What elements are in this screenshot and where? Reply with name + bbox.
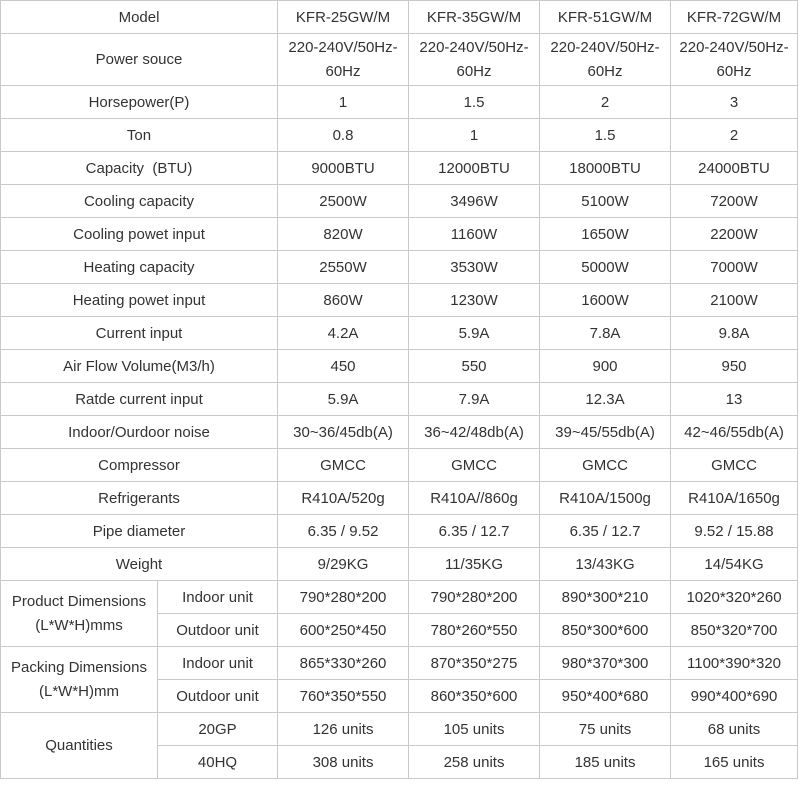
- cell-value: 9000BTU: [278, 152, 409, 185]
- table-row: [1, 251, 798, 284]
- table-row: [1, 647, 798, 680]
- table-row: [1, 34, 798, 86]
- row-label: Power souce: [1, 34, 278, 86]
- cell-value: 1600W: [540, 284, 671, 317]
- cell-value: 600*250*450: [278, 614, 409, 647]
- cell-value: R410A/1650g: [671, 482, 798, 515]
- cell-value: 2550W: [278, 251, 409, 284]
- cell-value: 1100*390*320: [671, 647, 798, 680]
- table-row: [1, 317, 798, 350]
- table-row: [1, 218, 798, 251]
- table-row: [1, 185, 798, 218]
- cell-value: 185 units: [540, 746, 671, 779]
- cell-value: 7.9A: [409, 383, 540, 416]
- cell-value: 68 units: [671, 713, 798, 746]
- cell-value: 990*400*690: [671, 680, 798, 713]
- row-label: Cooling powet input: [1, 218, 278, 251]
- cell-value: 13/43KG: [540, 548, 671, 581]
- row-label: Capacity (BTU): [1, 152, 278, 185]
- row-label: Ton: [1, 119, 278, 152]
- cell-value: 860W: [278, 284, 409, 317]
- table-row: [1, 482, 798, 515]
- cell-value: GMCC: [671, 449, 798, 482]
- sub-label: Indoor unit: [158, 647, 278, 680]
- row-label: Ratde current input: [1, 383, 278, 416]
- cell-value: 9/29KG: [278, 548, 409, 581]
- cell-value: 790*280*200: [278, 581, 409, 614]
- group-label: [1, 581, 158, 647]
- sub-label: 20GP: [158, 713, 278, 746]
- cell-value: 9.8A: [671, 317, 798, 350]
- cell-value: 11/35KG: [409, 548, 540, 581]
- cell-value: 1.5: [540, 119, 671, 152]
- cell-value: 550: [409, 350, 540, 383]
- cell-value: 1: [409, 119, 540, 152]
- cell-value: 4.2A: [278, 317, 409, 350]
- row-label: Current input: [1, 317, 278, 350]
- cell-value: 760*350*550: [278, 680, 409, 713]
- cell-value: 13: [671, 383, 798, 416]
- cell-value: 850*300*600: [540, 614, 671, 647]
- cell-value: 39~45/55db(A): [540, 416, 671, 449]
- cell-value: 165 units: [671, 746, 798, 779]
- cell-value: 980*370*300: [540, 647, 671, 680]
- cell-value: 3: [671, 86, 798, 119]
- table-row: [1, 383, 798, 416]
- cell-value: 1020*320*260: [671, 581, 798, 614]
- table-row: [1, 350, 798, 383]
- cell-value: 790*280*200: [409, 581, 540, 614]
- row-label: Compressor: [1, 449, 278, 482]
- cell-value: 3496W: [409, 185, 540, 218]
- cell-value: 2500W: [278, 185, 409, 218]
- cell-value: 308 units: [278, 746, 409, 779]
- cell-value: 9.52 / 15.88: [671, 515, 798, 548]
- cell-value: 220-240V/50Hz-60Hz: [278, 34, 409, 86]
- cell-value: 2: [671, 119, 798, 152]
- table-row: [1, 449, 798, 482]
- cell-value: 220-240V/50Hz-60Hz: [409, 34, 540, 86]
- cell-value: 220-240V/50Hz-60Hz: [671, 34, 798, 86]
- group-label: [1, 647, 158, 713]
- row-label: Pipe diameter: [1, 515, 278, 548]
- model-name: KFR-35GW/M: [409, 1, 540, 34]
- cell-value: 865*330*260: [278, 647, 409, 680]
- cell-value: GMCC: [409, 449, 540, 482]
- group-label-line2: (L*W*H)mm: [39, 682, 119, 700]
- header-label: Model: [1, 1, 278, 34]
- cell-value: 30~36/45db(A): [278, 416, 409, 449]
- table-row: [1, 416, 798, 449]
- cell-value: 820W: [278, 218, 409, 251]
- cell-value: 850*320*700: [671, 614, 798, 647]
- group-label-line2: (L*W*H)mms: [35, 616, 123, 634]
- table-row: [1, 284, 798, 317]
- cell-value: 14/54KG: [671, 548, 798, 581]
- row-label: Heating powet input: [1, 284, 278, 317]
- cell-value: 126 units: [278, 713, 409, 746]
- cell-value: 105 units: [409, 713, 540, 746]
- cell-value: 5100W: [540, 185, 671, 218]
- cell-value: 1650W: [540, 218, 671, 251]
- row-label: Cooling capacity: [1, 185, 278, 218]
- cell-value: 2200W: [671, 218, 798, 251]
- cell-value: 5000W: [540, 251, 671, 284]
- cell-value: 900: [540, 350, 671, 383]
- cell-value: 1.5: [409, 86, 540, 119]
- cell-value: 220-240V/50Hz-60Hz: [540, 34, 671, 86]
- table-row: [1, 713, 798, 746]
- group-label-line1: Packing Dimensions: [11, 658, 147, 676]
- row-label: Air Flow Volume(M3/h): [1, 350, 278, 383]
- header-row: [1, 1, 798, 34]
- cell-value: 950: [671, 350, 798, 383]
- sub-label: 40HQ: [158, 746, 278, 779]
- cell-value: 7200W: [671, 185, 798, 218]
- cell-value: 24000BTU: [671, 152, 798, 185]
- table-row: [1, 581, 798, 614]
- table-row: [1, 152, 798, 185]
- cell-value: GMCC: [540, 449, 671, 482]
- cell-value: GMCC: [278, 449, 409, 482]
- group-label: Quantities: [1, 713, 158, 779]
- table-row: [1, 515, 798, 548]
- cell-value: 3530W: [409, 251, 540, 284]
- model-name: KFR-25GW/M: [278, 1, 409, 34]
- cell-value: 6.35 / 9.52: [278, 515, 409, 548]
- cell-value: 18000BTU: [540, 152, 671, 185]
- cell-value: 7000W: [671, 251, 798, 284]
- cell-value: 6.35 / 12.7: [409, 515, 540, 548]
- cell-value: 950*400*680: [540, 680, 671, 713]
- row-label: Indoor/Ourdoor noise: [1, 416, 278, 449]
- cell-value: R410A//860g: [409, 482, 540, 515]
- cell-value: 75 units: [540, 713, 671, 746]
- group-label-line1: Product Dimensions: [11, 592, 147, 610]
- sub-label: Indoor unit: [158, 581, 278, 614]
- cell-value: 6.35 / 12.7: [540, 515, 671, 548]
- cell-value: 12.3A: [540, 383, 671, 416]
- sub-label: Outdoor unit: [158, 680, 278, 713]
- cell-value: 42~46/55db(A): [671, 416, 798, 449]
- model-name: KFR-51GW/M: [540, 1, 671, 34]
- cell-value: 5.9A: [278, 383, 409, 416]
- row-label: Refrigerants: [1, 482, 278, 515]
- cell-value: 1: [278, 86, 409, 119]
- sub-label: Outdoor unit: [158, 614, 278, 647]
- cell-value: 12000BTU: [409, 152, 540, 185]
- cell-value: 258 units: [409, 746, 540, 779]
- table-row: [1, 119, 798, 152]
- table-row: [1, 86, 798, 119]
- cell-value: 7.8A: [540, 317, 671, 350]
- model-name: KFR-72GW/M: [671, 1, 798, 34]
- cell-value: 2: [540, 86, 671, 119]
- row-label: Heating capacity: [1, 251, 278, 284]
- row-label: Weight: [1, 548, 278, 581]
- cell-value: 0.8: [278, 119, 409, 152]
- cell-value: 1230W: [409, 284, 540, 317]
- cell-value: 1160W: [409, 218, 540, 251]
- cell-value: R410A/520g: [278, 482, 409, 515]
- cell-value: 5.9A: [409, 317, 540, 350]
- cell-value: 36~42/48db(A): [409, 416, 540, 449]
- cell-value: 780*260*550: [409, 614, 540, 647]
- cell-value: 2100W: [671, 284, 798, 317]
- cell-value: 450: [278, 350, 409, 383]
- cell-value: 860*350*600: [409, 680, 540, 713]
- cell-value: R410A/1500g: [540, 482, 671, 515]
- table-row: [1, 548, 798, 581]
- cell-value: 890*300*210: [540, 581, 671, 614]
- row-label: Horsepower(P): [1, 86, 278, 119]
- cell-value: 870*350*275: [409, 647, 540, 680]
